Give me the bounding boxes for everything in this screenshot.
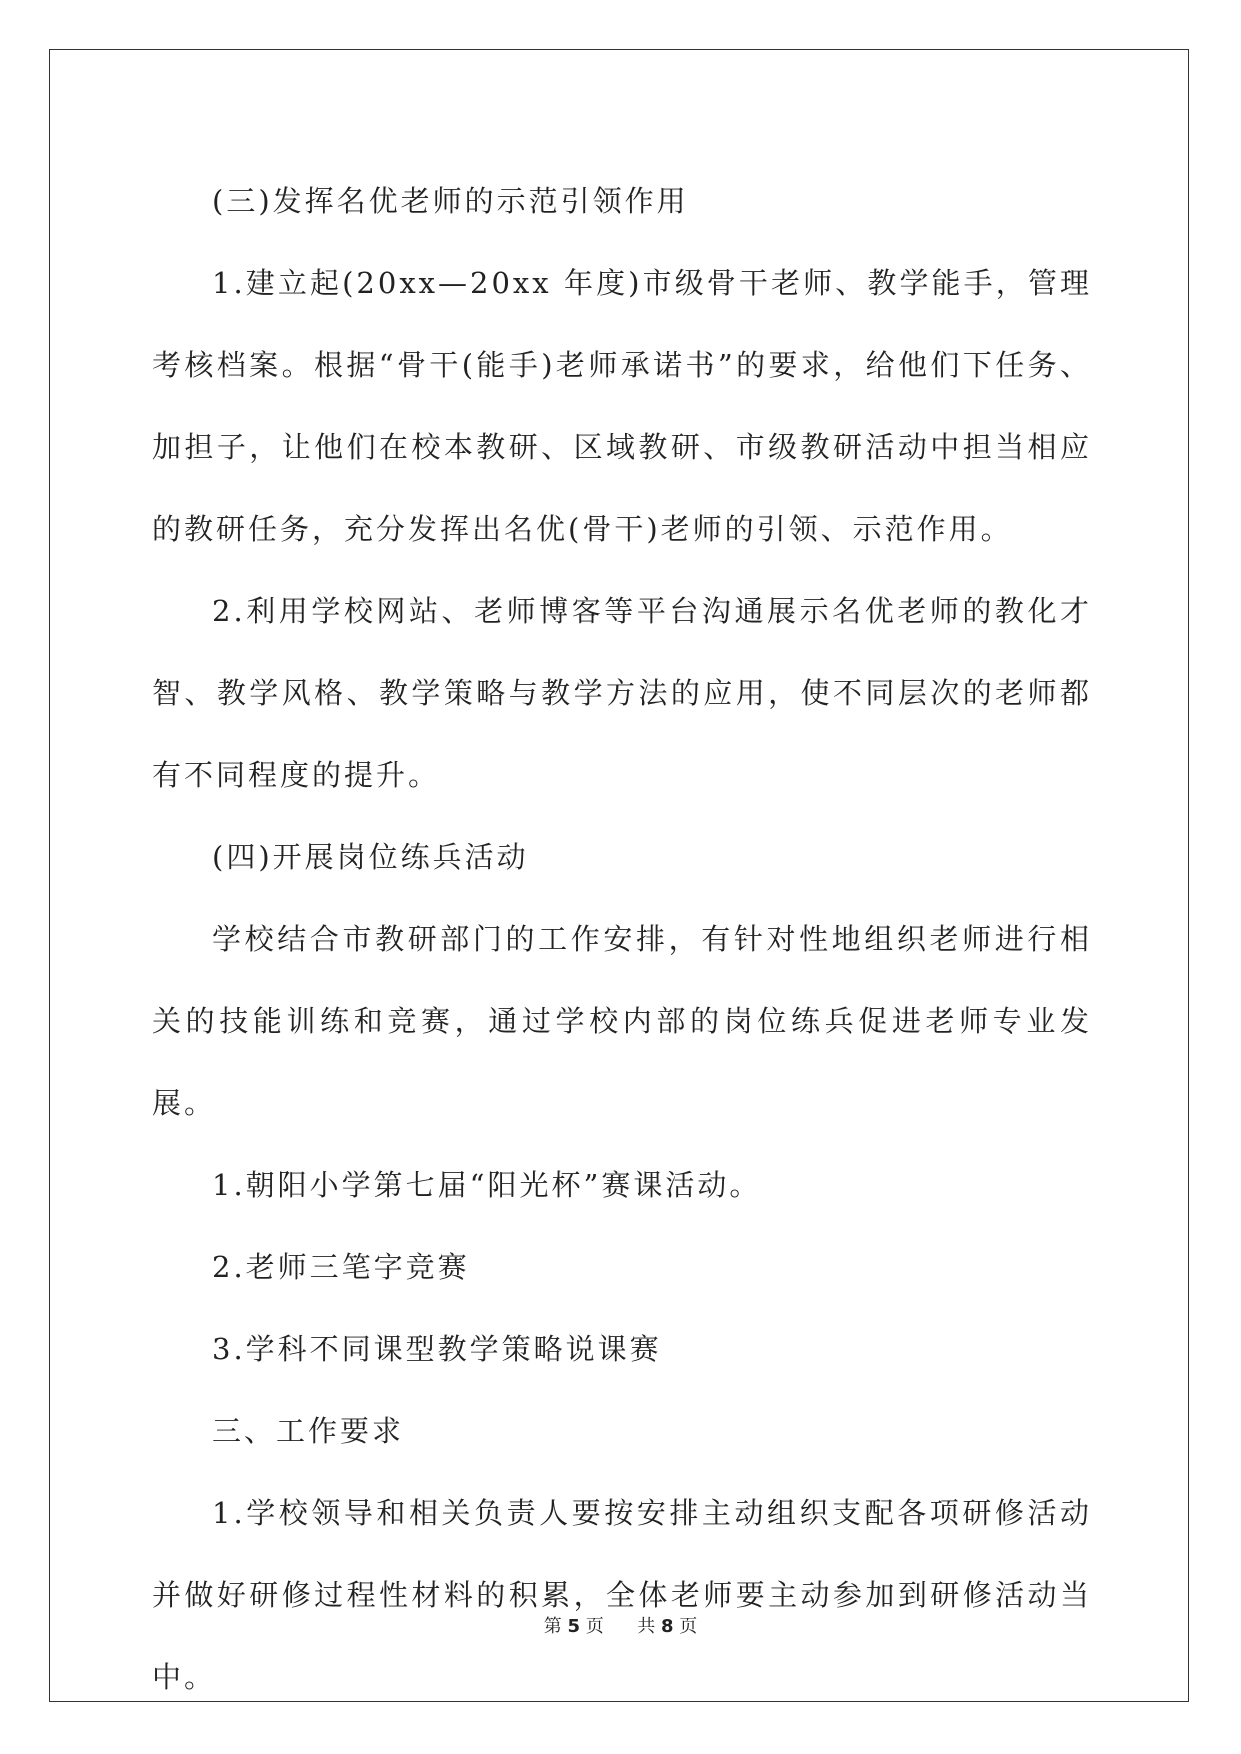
page-footer [0, 1612, 1241, 1638]
paragraph-item-1: 1.建立起(20xx—20xx 年度)市级骨干老师、教学能手，管理考核档案。根据“骨干(能手)老师承诺书”的要求，给他们下任务、加担子，让他们在校本教研、区域教研、市级教研活动中担当相应的教研任务，充分发挥出名优(骨干)老师的引领、示范作用。 [152, 266, 1092, 546]
list-item-3: 3.学科不同课型教学策略说课赛 [212, 1332, 662, 1366]
section-heading-3: (三)发挥名优老师的示范引领作用 [212, 184, 689, 218]
requirement-item-1: 1.学校领导和相关负责人要按安排主动组织支配各项研修活动并做好研修过程性材料的积累，全体老师要主动参加到研修活动当中。 [152, 1496, 1092, 1694]
paragraph-intro: 学校结合市教研部门的工作安排，有针对性地组织老师进行相关的技能训练和竞赛，通过学校内部的岗位练兵促进老师专业发展。 [152, 922, 1092, 1120]
list-item-2: 2.老师三笔字竞赛 [212, 1250, 470, 1284]
section-heading-requirements: 三、工作要求 [212, 1414, 405, 1448]
page-number-total: 8 [660, 1616, 674, 1637]
paragraph-item-2: 2.利用学校网站、老师博客等平台沟通展示名优老师的教化才智、教学风格、教学策略与教学方法的应用，使不同层次的老师都有不同程度的提升。 [152, 594, 1092, 792]
page-total-unit: 页 [679, 1616, 698, 1637]
page-number-prefix: 第 [543, 1616, 562, 1637]
page-total-prefix: 共 [637, 1616, 656, 1637]
section-heading-4: (四)开展岗位练兵活动 [212, 840, 529, 874]
document-body [152, 160, 1092, 1718]
list-item-1: 1.朝阳小学第七届“阳光杯”赛课活动。 [212, 1168, 762, 1202]
page-number-unit: 页 [585, 1616, 604, 1637]
page-number-current: 5 [567, 1616, 581, 1637]
